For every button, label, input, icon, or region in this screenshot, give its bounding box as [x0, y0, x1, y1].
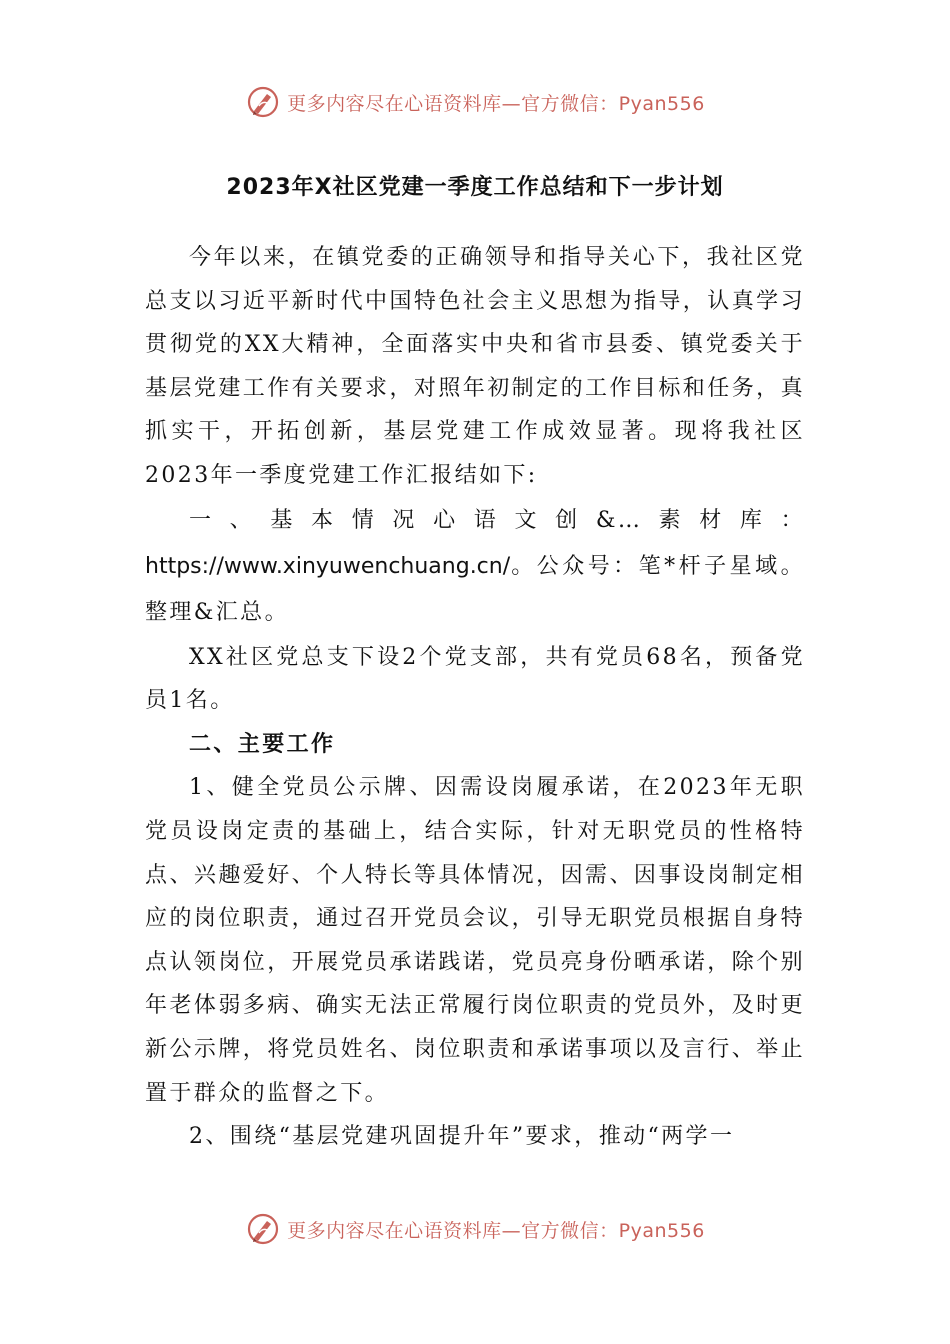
source-link[interactable]: https://www.xinyuwenchuang.cn/ — [145, 553, 511, 579]
item-two-paragraph: 2、围绕“基层党建巩固提升年”要求，推动“两学一 — [189, 1124, 735, 1150]
header-watermark — [0, 84, 950, 120]
intro-paragraph: 今年以来，在镇党委的正确领导和指导关心下，我社区党总支以习近平新时代中国特色社会主义思想为指导，认真学习贯彻党的XX大精神，全面落实中央和省市县委、镇党委关于基层党建工作有关要求，对照年初制定的工作目标和任务，真抓实干，开拓创新，基层党建工作成效显著。现将我社区2023年一季度党建工作汇报结如下: — [145, 245, 805, 488]
watermark-text: 更多内容尽在心语资料库—官方微信：Pyan556 — [287, 1219, 705, 1242]
section-one-suffix: 。公众号：笔*杆子星域。整理&汇总。 — [145, 553, 805, 625]
section-one-prefix: 一、基本情况心语文创&…素材库： — [189, 507, 805, 533]
item-one-paragraph: 1、健全党员公示牌、因需设岗履承诺，在2023年无职党员设岗定责的基础上，结合实际，针对无职党员的性格特点、兴趣爱好、个人特长等具体情况，因需、因事设岗制定相应的岗位职责，通过召开党员会议，引导无职党员根据自身特点认领岗位，开展党员承诺践诺，党员亮身份晒承诺，除个别年老体弱多病、确实无法正常履行岗位职责的党员外，及时更新公示牌，将党员姓名、岗位职责和承诺事项以及言行、举止置于群众的监督之下。 — [145, 775, 805, 1106]
watermark-text: 更多内容尽在心语资料库—官方微信：Pyan556 — [287, 92, 705, 115]
document-title: 2023年X社区党建一季度工作总结和下一步计划 — [226, 175, 724, 200]
footer-watermark — [0, 1211, 950, 1247]
section-two-heading: 二、主要工作 — [189, 731, 336, 757]
pen-logo-icon — [245, 1211, 281, 1247]
section-one-paragraph — [145, 498, 805, 636]
document-body — [145, 236, 805, 1159]
basic-info-paragraph: XX社区党总支下设2个党支部，共有党员68名，预备党员1名。 — [145, 644, 805, 714]
pen-logo-icon — [245, 84, 281, 120]
